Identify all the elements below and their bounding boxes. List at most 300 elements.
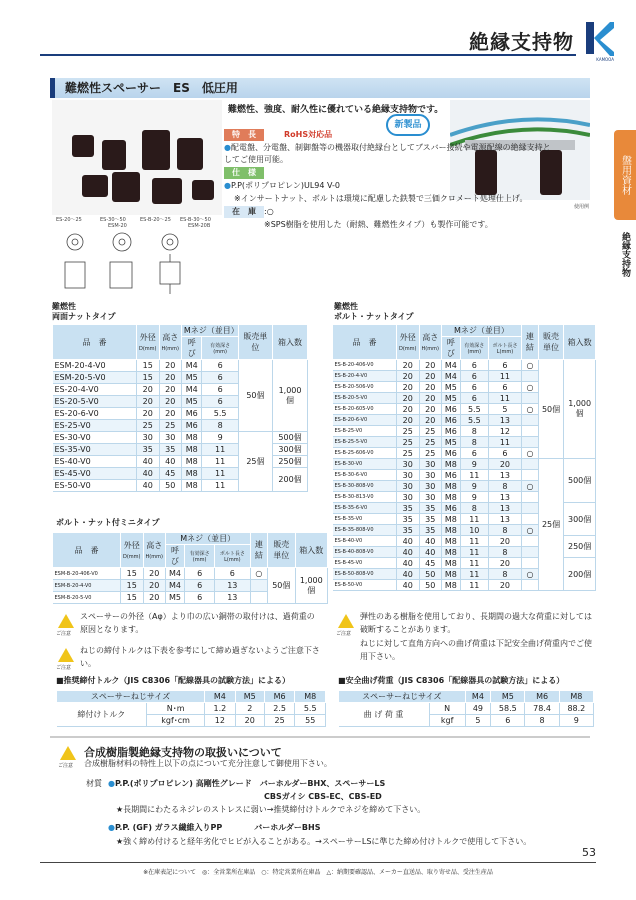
table-cell: ESM-B-20-406-V0 xyxy=(53,568,121,580)
table-header: M6 xyxy=(525,691,559,703)
warning-icon xyxy=(58,648,74,662)
zaishitsu-label: 材質 xyxy=(86,779,102,788)
bullet-icon: ● xyxy=(224,181,231,190)
table-cell: 11 xyxy=(460,569,488,580)
caution-label: ご注意 xyxy=(58,763,74,769)
handling-line2: ★長期間にわたるネジレのストレスに弱い→推奨締付けトルクでネジを締めて下さい。 xyxy=(116,805,426,814)
table-cell: 55 xyxy=(295,715,326,727)
table-cell xyxy=(522,393,539,404)
table-cell: 30 xyxy=(397,470,420,481)
table-cell: 40 xyxy=(397,547,420,558)
table-cell: 11 xyxy=(202,480,238,492)
table-cell: 40 xyxy=(419,536,441,547)
table-cell: 9 xyxy=(559,715,593,727)
table-cell: 11 xyxy=(460,470,488,481)
rohs-label: RoHS対応品 xyxy=(284,130,333,139)
bend-table-title: ■安全曲げ荷重（JIS C8306「配線器具の試験方法」による） xyxy=(338,676,565,685)
table-cell: ES-B-30-813-V0 xyxy=(333,492,397,503)
table-cell: M4 xyxy=(165,580,184,592)
table-cell: ESM-20-5-V0 xyxy=(53,372,137,384)
product-photo xyxy=(52,100,222,215)
table-cell: M5 xyxy=(441,437,460,448)
table-cell: 13 xyxy=(488,503,521,514)
table-cell: M8 xyxy=(181,480,202,492)
table-cell: M8 xyxy=(181,432,202,444)
table-cell: 25 xyxy=(264,715,295,727)
sps-note: ※SPS樹脂を使用した（耐熱、難燃性タイプ）も製作可能です。 xyxy=(264,220,493,229)
table-cell: 13 xyxy=(488,470,521,481)
table-cell: 6 xyxy=(185,592,215,604)
table-cell: 6 xyxy=(185,580,215,592)
box-qty: 200個 xyxy=(564,558,596,591)
table-cell: 15 xyxy=(121,568,144,580)
table-cell xyxy=(522,437,539,448)
table-cell: 20 xyxy=(159,360,181,372)
table-cell xyxy=(522,470,539,481)
table-cell: ES-B-45-V0 xyxy=(333,558,397,569)
table-cell xyxy=(250,580,268,592)
table-header: M4 xyxy=(205,691,236,703)
handling-title: 合成樹脂製絶縁支持物の取扱いについて xyxy=(84,746,282,759)
shiyo-text: P.P(ポリプロピレン)UL94 V-0 xyxy=(230,181,340,190)
table-cell: 20 xyxy=(397,415,420,426)
table-cell: M5 xyxy=(181,396,202,408)
table-cell: M4 xyxy=(441,360,460,371)
table-bolt-nut: 品 番 外径 D(mm) 高さ H(mm) Mネジ（並目） 連結 販売単位 箱入数 呼び 有効深さ(mm) ボルト長さL(mm) ES-B-20-406-V0 20 20 M4 6 6 ○ 50個 1,000個 ES-B-20-4-V0 20 20 M4 6 11 ES-B-20-506-V0 20 20 M5 6 6 ○ ES-B-20-5-V0 20 20 M5 6 11 ES-B-20-605-V0 20 20 M6 5.5 5 ○ ES-B-20-6-V0 20 20 M6 5.5 13 ES-B-25-V0 25 25 M6 8 12 ES-B-25-5-V0 25 25 M5 8 11 ES-B-25-606-V0 25 25 M6 6 6 ○ ES-B-30-V0 30 30 M8 9 20 25個 500個 ES-B-30-6-V0 30 30 M6 11 13 ES-B-30-808-V0 30 30 M8 9 8 ○ ES-B-30-813-V0 30 30 M8 9 13 ES-B-35-6-V0 35 35 M6 8 13 300個 ES-B-35-V0 35 35 M8 11 13 ES-B-35-808-V0 35 35 M8 10 8 ○ ES-B-40-V0 40 40 M8 11 20 250個 ES-B-40-808-V0 40 40 M8 11 8 ES-B-45-V0 40 45 M8 11 20 200個 ES-B-50-808-V0 40 50 M8 11 8 ○ ES-B-50-V0 40 50 M8 11 20 xyxy=(332,324,596,591)
sales-unit: 25個 xyxy=(238,432,272,492)
table-cell: 6 xyxy=(202,372,238,384)
box-qty: 1,000個 xyxy=(295,568,327,604)
table-cell: 13 xyxy=(488,492,521,503)
table-cell: ES-20-4-V0 xyxy=(53,384,137,396)
table-cell: ES-25-V0 xyxy=(53,420,137,432)
table-row xyxy=(53,360,308,372)
table-cell: 6 xyxy=(488,382,521,393)
table-cell: 35 xyxy=(419,514,441,525)
table-cell: 6 xyxy=(460,371,488,382)
table-cell: 25 xyxy=(419,437,441,448)
section-title: 難燃性スペーサー ES 低圧用 xyxy=(50,78,590,98)
handling-line3: P.P. (GF) ガラス繊維入りPP バーホルダーBHS xyxy=(114,823,321,832)
table-cell: 15 xyxy=(121,580,144,592)
table-cell: 25 xyxy=(397,426,420,437)
table-cell: 11 xyxy=(488,437,521,448)
table-row xyxy=(333,459,596,470)
table-cell: 25 xyxy=(397,448,420,459)
table-cell: ○ xyxy=(522,525,539,536)
table-cell: M8 xyxy=(181,468,202,480)
table-cell: 13 xyxy=(488,514,521,525)
table-header: M5 xyxy=(235,691,264,703)
table-cell: M4 xyxy=(165,568,184,580)
table-row xyxy=(53,568,328,580)
handling-section xyxy=(50,736,590,852)
table-cell xyxy=(522,580,539,591)
table-cell xyxy=(522,371,539,382)
box-qty: 250個 xyxy=(273,456,308,468)
table-cell: 30 xyxy=(397,481,420,492)
table-cell: 30 xyxy=(419,481,441,492)
table-cell xyxy=(250,592,268,604)
table-cell: 25 xyxy=(137,420,160,432)
table-cell: M6 xyxy=(441,470,460,481)
table-cell: 20 xyxy=(397,360,420,371)
table-cell: M6 xyxy=(441,404,460,415)
header-rule xyxy=(40,54,576,56)
caution-left-text1: スペーサーの外径（Aφ）より巾の広い銅帯の取付けは、過荷重の原因となります。 xyxy=(80,612,315,634)
sales-unit: 50個 xyxy=(268,568,295,604)
table-cell: 20 xyxy=(419,415,441,426)
table-cell: M8 xyxy=(441,492,460,503)
table3-title: 難燃性 ボルト・ナットタイプ xyxy=(334,302,414,321)
table-cell: 6 xyxy=(460,360,488,371)
table-mini: 品 番 外径 D(mm) 高さ H(mm) Mネジ（並目） 連結 販売単位 箱入数 呼び 有効深さ(mm) ボルト長さL(mm) ESM-B-20-406-V0 15 20 M4 6 6 ○ 50個 1,000個 ESM-B-20-4-V0 15 20 M4 6 13 ESM-B-20-5-V0 15 20 M5 6 13 xyxy=(52,532,328,604)
handling-sub: 合成樹脂材料の特性上以下の点について充分注意して御使用下さい。 xyxy=(84,759,332,768)
table-cell: ES-B-40-808-V0 xyxy=(333,547,397,558)
table-cell: ES-B-35-808-V0 xyxy=(333,525,397,536)
photo-label: ESM-20 xyxy=(108,223,127,229)
handling-line4: ★強く締め付けると経年劣化でヒビが入ることがある。→スペーサーLSに準じた締め付けトルクで使用して下さい。 xyxy=(116,837,532,846)
box-qty: 500個 xyxy=(273,432,308,444)
table-cell: ○ xyxy=(522,481,539,492)
table-cell: 5 xyxy=(488,404,521,415)
table-cell: ES-50-V0 xyxy=(53,480,137,492)
table-cell: 20 xyxy=(137,396,160,408)
table-cell: 15 xyxy=(137,360,160,372)
bullet-icon: ● xyxy=(224,143,231,152)
table-cell: 11 xyxy=(202,468,238,480)
table-cell: 35 xyxy=(159,444,181,456)
table-cell: M4 xyxy=(441,371,460,382)
table-cell: 6 xyxy=(215,568,251,580)
table-cell: 40 xyxy=(137,480,160,492)
table-cell: M8 xyxy=(441,525,460,536)
table-cell: 40 xyxy=(397,536,420,547)
table-cell: 58.5 xyxy=(491,703,525,715)
stock-legend: ※在庫表記について ◎：全営業所在庫品 ○：特定営業所在庫品 △：納期要確認品、メーカー直送品、取り寄せ品、受注生産品 xyxy=(40,862,596,876)
table-cell xyxy=(522,558,539,569)
box-qty: 300個 xyxy=(273,444,308,456)
table-cell: 20 xyxy=(488,536,521,547)
table-cell: ○ xyxy=(522,382,539,393)
table-cell: 78.4 xyxy=(525,703,559,715)
table-cell: 8 xyxy=(488,569,521,580)
table-cell: 88.2 xyxy=(559,703,593,715)
kamooa-logo xyxy=(584,20,614,56)
table-cell: M5 xyxy=(441,393,460,404)
table-cell: 35 xyxy=(397,514,420,525)
table-header: M8 xyxy=(559,691,593,703)
table-cell xyxy=(522,492,539,503)
usage-label: 使用例 xyxy=(574,204,590,210)
table-cell: 30 xyxy=(397,492,420,503)
table-cell xyxy=(522,536,539,547)
table-cell: 25 xyxy=(419,448,441,459)
warning-icon xyxy=(60,746,76,760)
table-header: M6 xyxy=(264,691,295,703)
table-cell: M8 xyxy=(181,444,202,456)
table-cell: 45 xyxy=(419,558,441,569)
table-cell: 49 xyxy=(465,703,491,715)
table2-title: ボルト・ナット付ミニタイプ xyxy=(56,518,160,527)
bullet-icon: ● xyxy=(108,779,115,788)
table-cell: 20 xyxy=(143,568,165,580)
table-cell: 8 xyxy=(460,503,488,514)
photo-label: ES-B-30～50 xyxy=(180,217,211,223)
table-cell: 20 xyxy=(397,382,420,393)
table-cell: 13 xyxy=(215,592,251,604)
table-cell: 40 xyxy=(397,558,420,569)
table-cell: 40 xyxy=(397,569,420,580)
table-cell: ES-B-40-V0 xyxy=(333,536,397,547)
table-row xyxy=(333,360,596,371)
table-cell: 40 xyxy=(159,456,181,468)
table-cell: ESM-B-20-5-V0 xyxy=(53,592,121,604)
table-cell: 6 xyxy=(202,396,238,408)
table-cell: 11 xyxy=(460,536,488,547)
table-cell: 20 xyxy=(488,558,521,569)
table-cell: 6 xyxy=(202,360,238,372)
bullet-icon: ● xyxy=(108,823,115,832)
table-cell: ES-B-20-605-V0 xyxy=(333,404,397,415)
table-cell: 11 xyxy=(488,371,521,382)
insert-text: ※インサートナット、ボルトは環境に配慮した鉄製で三価クロメート処理仕上げ。 xyxy=(234,194,528,203)
table-cell: ES-B-20-6-V0 xyxy=(333,415,397,426)
table-cell: kgf xyxy=(429,715,465,727)
table-cell: 10 xyxy=(460,525,488,536)
box-qty: 300個 xyxy=(564,503,596,536)
table-cell: ES-B-50-V0 xyxy=(333,580,397,591)
logo-text: KAMOOA xyxy=(596,57,614,62)
table-cell: M4 xyxy=(181,360,202,372)
table-cell: 20 xyxy=(143,592,165,604)
table-cell: 11 xyxy=(202,456,238,468)
table-cell: 9 xyxy=(460,459,488,470)
sales-unit: 50個 xyxy=(238,360,272,432)
table-cell: ES-B-35-6-V0 xyxy=(333,503,397,514)
page-number: 53 xyxy=(582,846,596,859)
table-cell: 20 xyxy=(159,372,181,384)
table-cell: 5.5 xyxy=(202,408,238,420)
table-cell: 35 xyxy=(397,503,420,514)
table-cell: 2.5 xyxy=(264,703,295,715)
table-cell: 20 xyxy=(419,371,441,382)
table-cell: 8 xyxy=(202,420,238,432)
caution-label: ご注意 xyxy=(56,631,72,637)
table-cell: M8 xyxy=(441,459,460,470)
tokucho-text: 配電盤、分電盤、制御盤等の機器取付絶縁台としてブスバー接続や電源配線の絶縁支持としてご使用可能。 xyxy=(224,143,551,164)
table-cell: 20 xyxy=(159,384,181,396)
torque-table: スペーサーねじサイズ M4 M5 M6 M8 締付けトルク N･m 1.2 2 2.5 5.5 kgf･cm 12 20 25 55 xyxy=(56,690,326,727)
table-cell: 9 xyxy=(202,432,238,444)
table-cell: kgf･cm xyxy=(147,715,205,727)
table-cell: M4 xyxy=(181,384,202,396)
table-cell: 12 xyxy=(205,715,236,727)
table-cell: ○ xyxy=(250,568,268,580)
table-cell: 8 xyxy=(488,525,521,536)
table-cell: 5 xyxy=(465,715,491,727)
photo-label: ES-B-20～25 xyxy=(140,217,171,223)
table-header: スペーサーねじサイズ xyxy=(339,691,466,703)
table-cell: M6 xyxy=(441,415,460,426)
table-cell: M8 xyxy=(441,547,460,558)
table-cell: 50 xyxy=(159,480,181,492)
tokucho-tag: 特 長 xyxy=(224,129,264,141)
table-cell: 8 xyxy=(460,426,488,437)
table-cell: 11 xyxy=(460,547,488,558)
table-cell: M8 xyxy=(441,558,460,569)
table-cell: 20 xyxy=(137,408,160,420)
table-cell: 11 xyxy=(460,580,488,591)
table-cell: M8 xyxy=(441,536,460,547)
table-cell: 45 xyxy=(159,468,181,480)
table-cell: 6 xyxy=(460,393,488,404)
table-cell: 25 xyxy=(419,426,441,437)
shiyo-tag: 仕 様 xyxy=(224,167,264,179)
table-cell: 13 xyxy=(488,415,521,426)
table-cell: 6 xyxy=(491,715,525,727)
table-cell: N xyxy=(429,703,465,715)
caution-label: ご注意 xyxy=(56,665,72,671)
table-cell: ○ xyxy=(522,448,539,459)
table-cell xyxy=(522,415,539,426)
zaiko-tag: 在 庫 xyxy=(224,206,264,218)
table-cell: ES-B-20-406-V0 xyxy=(333,360,397,371)
table-cell: M8 xyxy=(441,514,460,525)
handling-line1: P.P.(ポリプロピレン) 高剛性グレード バーホルダーBHX、スペーサーLS xyxy=(114,779,386,788)
table-cell: M6 xyxy=(181,408,202,420)
table-cell: 8 xyxy=(488,547,521,558)
table-cell: 50 xyxy=(419,569,441,580)
table-cell: 20 xyxy=(419,382,441,393)
box-qty: 1,000個 xyxy=(564,360,596,459)
table-cell: 30 xyxy=(419,459,441,470)
table-cell: M8 xyxy=(441,569,460,580)
box-qty: 1,000個 xyxy=(273,360,308,432)
table-cell xyxy=(522,514,539,525)
table-cell: ○ xyxy=(522,404,539,415)
table-cell: ES-35-V0 xyxy=(53,444,137,456)
table-cell: ES-B-30-V0 xyxy=(333,459,397,470)
caution-right-text1: 弾性のある樹脂を使用しており、長期間の過大な荷重に対しては破断することがあります。 xyxy=(360,612,592,634)
table-cell: 11 xyxy=(488,393,521,404)
table-cell: 40 xyxy=(137,468,160,480)
warning-icon xyxy=(338,614,354,628)
table-cell: 15 xyxy=(121,592,144,604)
side-sub: 絶縁支持物 xyxy=(620,232,630,277)
table-cell: 12 xyxy=(488,426,521,437)
table-cell: 35 xyxy=(419,503,441,514)
table-cell: 2 xyxy=(235,703,264,715)
table-cell: M6 xyxy=(441,426,460,437)
table-header: M5 xyxy=(491,691,525,703)
table-header: M4 xyxy=(465,691,491,703)
caution-left-text2: ねじの締付トルクは下表を参考にして締め過ぎないようご注意下さい。 xyxy=(80,646,320,668)
table-cell: 50 xyxy=(419,580,441,591)
table-cell: 20 xyxy=(419,393,441,404)
bend-load-table: スペーサーねじサイズ M4 M5 M6 M8 曲 げ 荷 重 N 49 58.5 78.4 88.2 kgf 5 6 8 9 xyxy=(338,690,594,727)
table-cell: 6 xyxy=(460,448,488,459)
table-cell: 20 xyxy=(419,404,441,415)
sales-unit: 50個 xyxy=(538,360,563,459)
table-cell: 35 xyxy=(137,444,160,456)
table-cell: 40 xyxy=(137,456,160,468)
table-cell: 11 xyxy=(460,558,488,569)
product-description: 難燃性、強度、耐久性に優れている絶縁支持物です。 xyxy=(228,105,444,115)
table-cell: 30 xyxy=(419,470,441,481)
feature-list xyxy=(224,128,554,232)
table-cell: 6 xyxy=(202,384,238,396)
table-cell: 20 xyxy=(159,396,181,408)
table-cell: 40 xyxy=(419,547,441,558)
table-cell: M8 xyxy=(441,481,460,492)
caution-right-text2: ねじに対して直角方向への曲げ荷重は下記安全曲げ荷重内でご使用下さい。 xyxy=(360,639,592,661)
table-cell: 13 xyxy=(215,580,251,592)
table-cell: 35 xyxy=(397,525,420,536)
table-cell: 20 xyxy=(397,404,420,415)
table-cell: M8 xyxy=(181,456,202,468)
table-row xyxy=(53,432,308,444)
box-qty: 500個 xyxy=(564,459,596,503)
table-cell: 20 xyxy=(488,580,521,591)
table-cell: 8 xyxy=(460,437,488,448)
table-cell: 8 xyxy=(488,481,521,492)
table-cell: ES-B-25-5-V0 xyxy=(333,437,397,448)
table-cell: 25 xyxy=(397,437,420,448)
table-cell: ES-20-6-V0 xyxy=(53,408,137,420)
table-cell: 6 xyxy=(460,382,488,393)
table-cell: 15 xyxy=(137,372,160,384)
table-cell: 35 xyxy=(419,525,441,536)
table-cell: ESM-B-20-4-V0 xyxy=(53,580,121,592)
table-cell: 20 xyxy=(488,459,521,470)
table-cell: 1.2 xyxy=(205,703,236,715)
zaiko-value: :○ xyxy=(264,207,274,216)
table-cell: ES-B-20-506-V0 xyxy=(333,382,397,393)
table-cell: 6 xyxy=(185,568,215,580)
table-cell: 20 xyxy=(143,580,165,592)
table-cell: M6 xyxy=(181,420,202,432)
table-cell xyxy=(522,547,539,558)
table-cell: 30 xyxy=(397,459,420,470)
table-cell: ES-B-20-4-V0 xyxy=(333,371,397,382)
table-cell: 5.5 xyxy=(460,404,488,415)
warning-icon xyxy=(58,614,74,628)
table-cell: ○ xyxy=(522,569,539,580)
table-cell: ES-B-25-606-V0 xyxy=(333,448,397,459)
sales-unit: 25個 xyxy=(538,459,563,591)
table1-title: 難燃性 両面ナットタイプ xyxy=(52,302,116,321)
table-cell: ○ xyxy=(522,360,539,371)
table-cell: M5 xyxy=(165,592,184,604)
table-cell: ESM-20-4-V0 xyxy=(53,360,137,372)
table-cell xyxy=(522,459,539,470)
box-qty: 250個 xyxy=(564,536,596,558)
table-cell: 20 xyxy=(397,371,420,382)
table-header: スペーサーねじサイズ xyxy=(57,691,205,703)
table-cell: 20 xyxy=(235,715,264,727)
dimension-drawing xyxy=(60,228,200,300)
table-cell: 20 xyxy=(137,384,160,396)
table-cell xyxy=(522,503,539,514)
table-cell: 11 xyxy=(202,444,238,456)
table-cell: 20 xyxy=(397,393,420,404)
table-cell: N･m xyxy=(147,703,205,715)
table-double-nut: 品 番 外径 D(mm) 高さ H(mm) Mネジ（並目） 販売単位 箱入数 呼び 有効深さ(mm) ESM-20-4-V0 15 20 M4 6 50個 1,000個 ESM-20-5-V0 15 20 M5 6 ES-20-4-V0 20 20 M4 6 ES-20-5-V0 20 20 M5 6 ES-20-6-V0 20 20 M6 5.5 ES-25-V0 25 25 M6 8 ES-30-V0 30 30 M8 9 25個 500個 ES-35-V0 35 35 M8 11 300個 ES-40-V0 40 40 M8 11 250個 ES-45-V0 40 45 M8 11 200個 ES-50-V0 40 50 M8 11 xyxy=(52,324,308,492)
table-cell: ES-45-V0 xyxy=(53,468,137,480)
side-tab[interactable]: 盤用資材 xyxy=(614,130,636,220)
table-cell: ES-B-50-808-V0 xyxy=(333,569,397,580)
